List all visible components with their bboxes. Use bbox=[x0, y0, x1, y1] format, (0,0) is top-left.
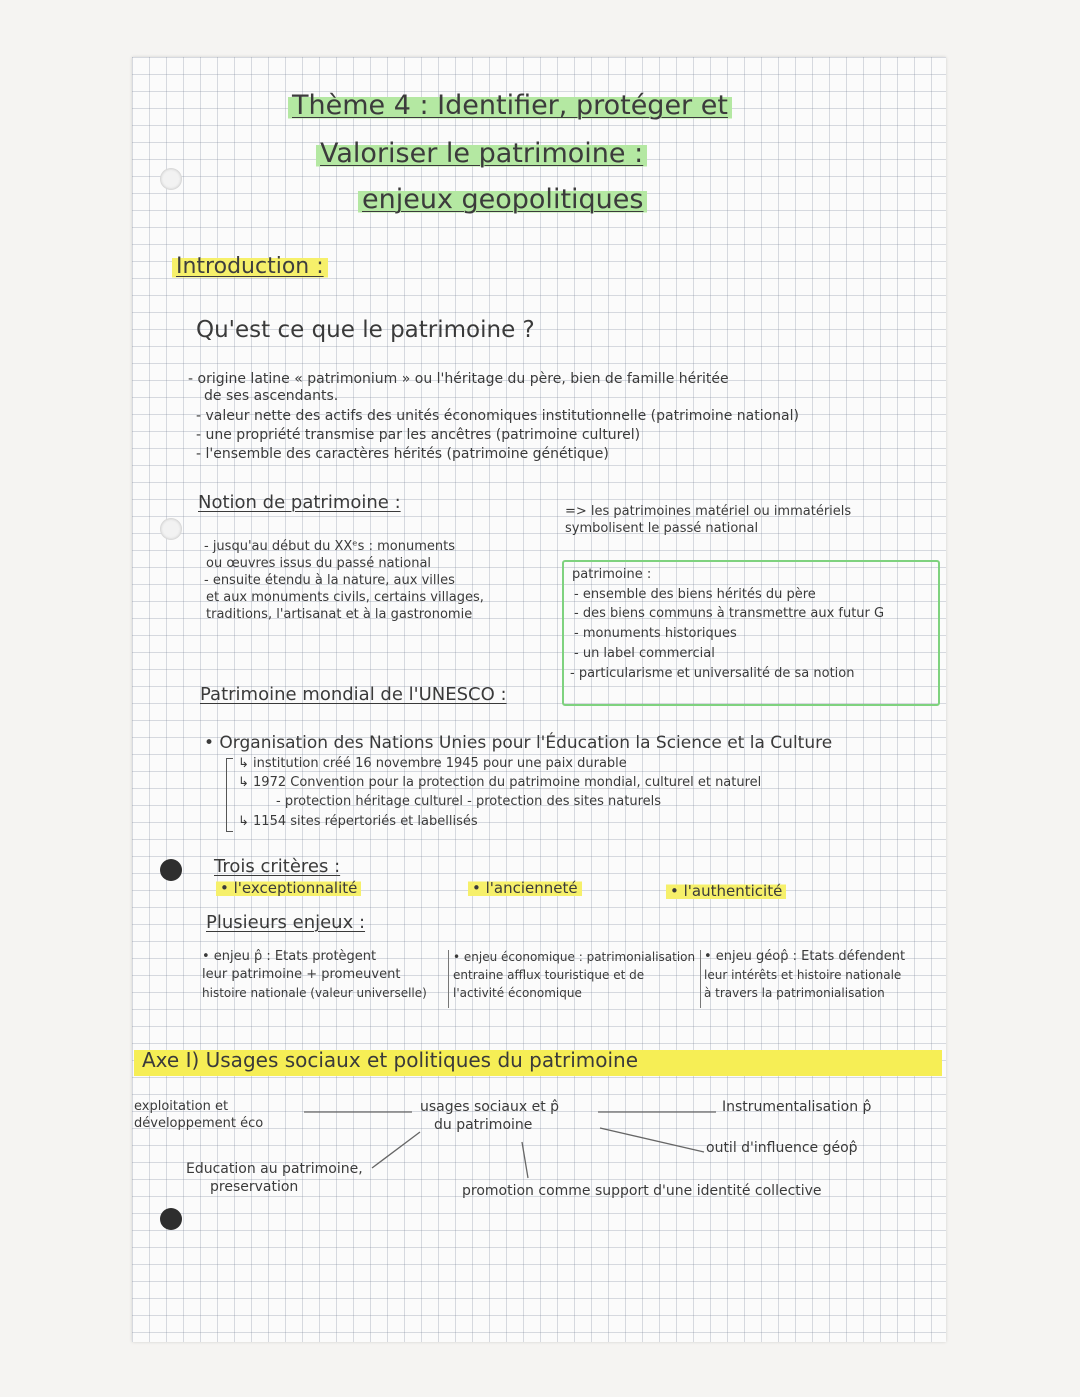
stake-col1: • enjeu p̂ : Etats protègent bbox=[202, 949, 377, 964]
notion-left-line: traditions, l'artisanat et à la gastronomie bbox=[206, 607, 473, 622]
unesco-item: ↳ 1972 Convention pour la protection du patrimoine mondial, culturel et naturel bbox=[238, 775, 762, 790]
connector-line bbox=[522, 1142, 528, 1178]
criterion: • l'authenticité bbox=[666, 884, 786, 900]
stake-col2: entraine afflux touristique et de bbox=[453, 968, 645, 982]
box-item: - monuments historiques bbox=[574, 626, 737, 641]
box-item: - ensemble des biens hérités du père bbox=[574, 587, 816, 602]
unesco-org: • Organisation des Nations Unies pour l'Éducation la Science et la Culture bbox=[204, 733, 833, 753]
axe1-left-bottom: preservation bbox=[210, 1179, 299, 1195]
connector-line bbox=[600, 1128, 704, 1152]
intro-heading: Introduction : bbox=[172, 255, 328, 278]
stake-col2: l'activité économique bbox=[453, 986, 582, 1000]
definition-line: - valeur nette des actifs des unités économiques institutionnelle (patrimoine national) bbox=[196, 408, 799, 424]
notion-heading: Notion de patrimoine : bbox=[198, 492, 401, 513]
stake-col2: • enjeu économique : patrimonialisation bbox=[453, 950, 696, 964]
unesco-item: - protection héritage culturel - protection des sites naturels bbox=[276, 794, 662, 809]
notion-arrow-note: => les patrimoines matériel ou immatériels bbox=[565, 504, 852, 519]
notion-left-line: - ensuite étendu à la nature, aux villes bbox=[204, 573, 455, 588]
definition-line: - origine latine « patrimonium » ou l'héritage du père, bien de famille héritée bbox=[188, 371, 729, 387]
stake-col3: leur intérêts et histoire nationale bbox=[704, 968, 902, 982]
criterion: • l'exceptionnalité bbox=[216, 881, 361, 897]
axe1-right-mid: outil d'influence géop̂ bbox=[706, 1140, 858, 1156]
unesco-heading: Patrimoine mondial de l'UNESCO : bbox=[200, 684, 507, 705]
axe1-left-bottom: Education au patrimoine, bbox=[186, 1161, 363, 1177]
unesco-item: ↳ 1154 sites répertoriés et labellisés bbox=[238, 814, 478, 829]
notion-left-line: ou œuvres issus du passé national bbox=[206, 556, 432, 571]
connector-line bbox=[372, 1132, 420, 1168]
axe1-left-top: exploitation et bbox=[134, 1099, 229, 1114]
criteria-heading: Trois critères : bbox=[214, 856, 341, 877]
definition-line: - l'ensemble des caractères hérités (patrimoine génétique) bbox=[196, 446, 609, 462]
axe1-center: usages sociaux et p̂ bbox=[420, 1099, 560, 1115]
axe1-right-top: Instrumentalisation p̂ bbox=[722, 1099, 872, 1115]
stake-col1: leur patrimoine + promeuvent bbox=[202, 967, 401, 982]
box-item: - un label commercial bbox=[574, 646, 715, 661]
intro-question: Qu'est ce que le patrimoine ? bbox=[196, 317, 535, 343]
stake-col1: histoire nationale (valeur universelle) bbox=[202, 986, 427, 1000]
definition-line: - une propriété transmise par les ancêtres (patrimoine culturel) bbox=[196, 427, 641, 443]
axe1-left-top: développement éco bbox=[134, 1116, 264, 1131]
stakes-heading: Plusieurs enjeux : bbox=[206, 912, 366, 933]
title-line-1: Thème 4 : Identifier, protéger et bbox=[288, 92, 732, 120]
stake-col3: • enjeu géop̂ : Etats défendent bbox=[704, 949, 906, 964]
criterion: • l'ancienneté bbox=[468, 881, 582, 897]
stake-col3: à travers la patrimonialisation bbox=[704, 986, 885, 1000]
axe1-heading: Axe I) Usages sociaux et politiques du patrimoine bbox=[142, 1048, 639, 1072]
title-line-3: enjeux geopolitiques bbox=[358, 186, 647, 214]
box-item: - des biens communs à transmettre aux futur G bbox=[574, 606, 885, 621]
notion-left-line: - jusqu'au début du XXᵉs : monuments bbox=[204, 539, 455, 554]
box-title: patrimoine : bbox=[572, 567, 652, 582]
box-item: - particularisme et universalité de sa notion bbox=[570, 666, 855, 681]
axe1-bottom: promotion comme support d'une identité collective bbox=[462, 1183, 822, 1199]
title-line-2: Valoriser le patrimoine : bbox=[316, 140, 647, 168]
definition-line: de ses ascendants. bbox=[204, 388, 339, 404]
unesco-item: ↳ institution créé 16 novembre 1945 pour une paix durable bbox=[238, 756, 627, 771]
axe1-center: du patrimoine bbox=[434, 1117, 533, 1133]
notion-arrow-note: symbolisent le passé national bbox=[565, 521, 759, 536]
notion-left-line: et aux monuments civils, certains villages, bbox=[206, 590, 484, 605]
